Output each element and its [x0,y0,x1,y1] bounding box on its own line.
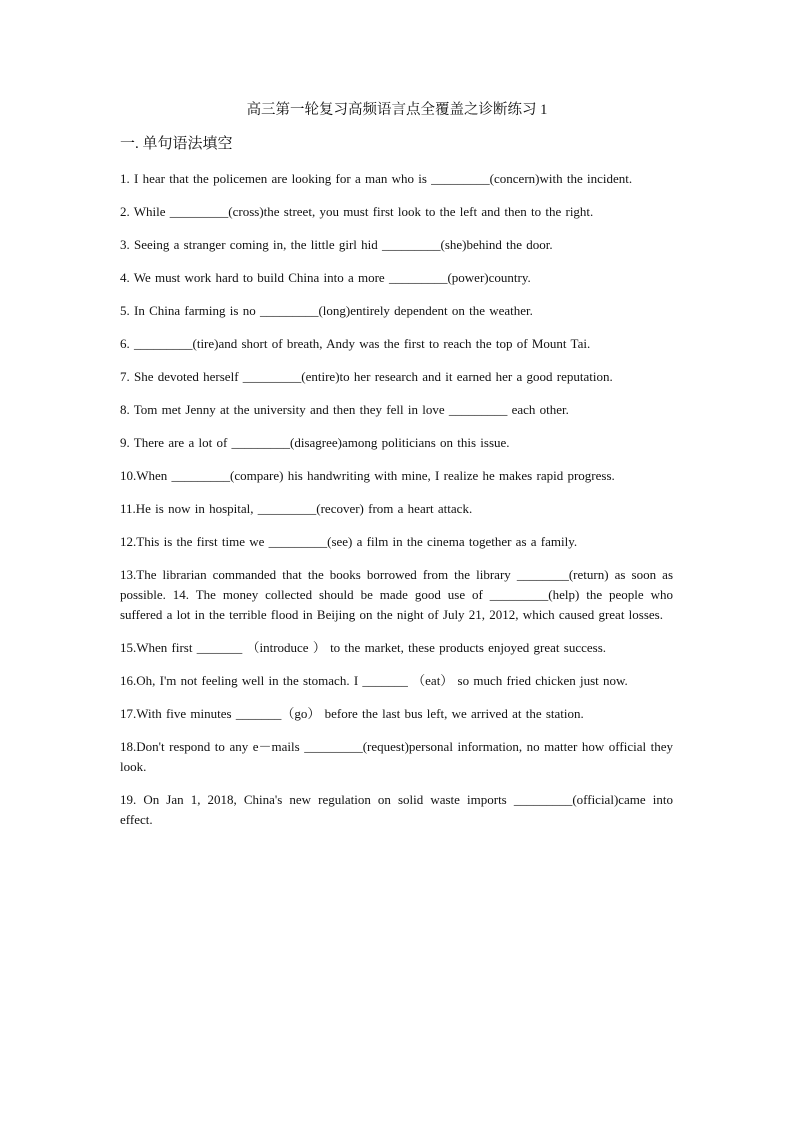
question-item: 6. _________(tire)and short of breath, Andy was the first to reach the top of Mount Tai. [120,336,591,351]
question-item: 15.When first _______ （introduce ） to the market, these products enjoyed great success. [120,640,607,655]
document-title: 高三第一轮复习高频语言点全覆盖之诊断练习 1 [246,102,548,118]
question-item: 11.He is now in hospital, _________(recover) from a heart attack. [120,501,473,516]
question-item: 12.This is the first time we _________(see) a film in the cinema together as a family. [120,534,578,549]
section-heading: 一. 单句语法填空 [120,136,233,152]
question-item: 17.With five minutes _______（go） before the last bus left, we arrived at the station. [120,706,584,721]
question-item: 5. In China farming is no _________(long)entirely dependent on the weather. [120,303,533,318]
question-item: 18.Don't respond to any e－mails _________(request)personal information, no matter how official they look. [120,739,673,774]
question-item: 8. Tom met Jenny at the university and then they fell in love _________ each other. [120,402,569,417]
question-item: 19. On Jan 1, 2018, China's new regulation on solid waste imports _________(official)came into effect. [120,792,673,827]
question-item: 13.The librarian commanded that the books borrowed from the library ________(return) as soon as possible. 14. The money collected should be made good use of _________(help) the people who suffered a lot in the terrible flood in Beijing on the night of July 21, 2012, which caused great losses. [120,567,673,622]
question-item: 10.When _________(compare) his handwriting with mine, I realize he makes rapid progress. [120,468,615,483]
question-item: 4. We must work hard to build China into a more _________(power)country. [120,270,531,285]
question-item: 3. Seeing a stranger coming in, the little girl hid _________(she)behind the door. [120,237,553,252]
question-item: 9. There are a lot of _________(disagree)among politicians on this issue. [120,435,510,450]
question-item: 2. While _________(cross)the street, you must first look to the left and then to the right. [120,204,594,219]
question-item: 7. She devoted herself _________(entire)to her research and it earned her a good reputation. [120,369,613,384]
question-list [120,169,673,843]
question-item: 1. I hear that the policemen are looking for a man who is _________(concern)with the incident. [120,171,633,186]
question-item: 16.Oh, I'm not feeling well in the stomach. I _______ （eat） so much fried chicken just now. [120,673,628,688]
